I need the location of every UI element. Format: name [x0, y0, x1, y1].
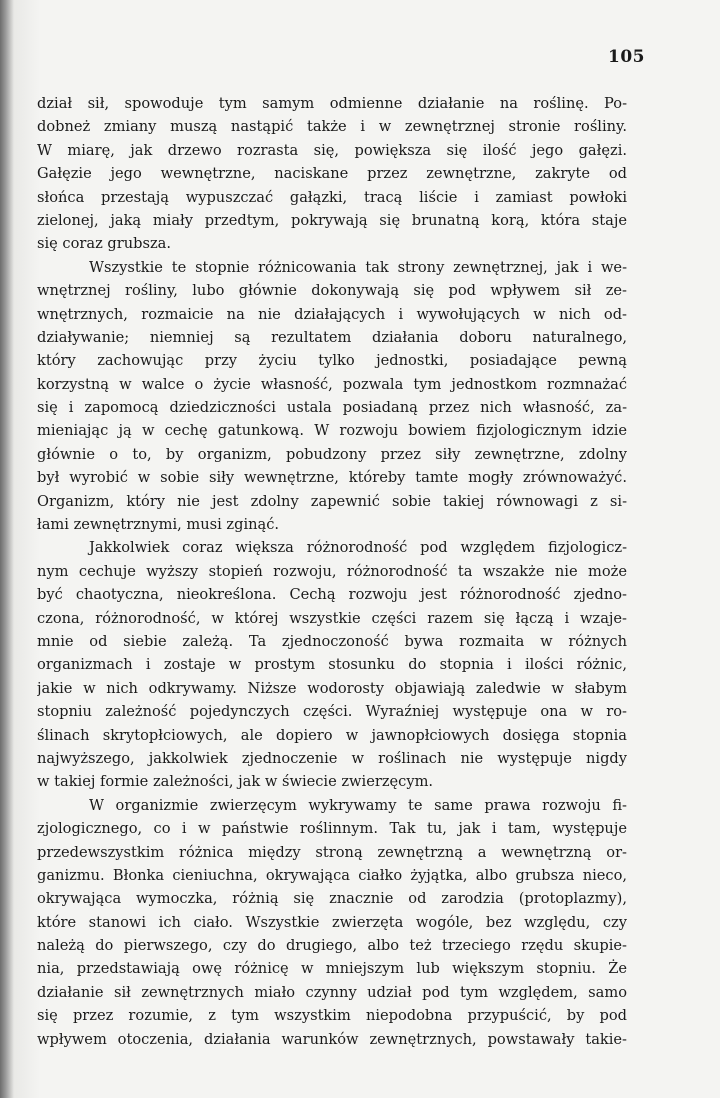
text-line: czona, różnorodność, w której wszystkie części razem się łączą i wzaje- — [37, 609, 627, 627]
text-line: mnie od siebie zależą. Ta zjednoczoność bywa rozmaita w różnych — [37, 632, 627, 650]
text-line: działanie sił zewnętrznych miało czynny udział pod tym względem, samo — [37, 983, 627, 1001]
text-line: W organizmie zwierzęcym wykrywamy te same prawa rozwoju fi- — [89, 796, 627, 814]
text-line: nia, przedstawiają owę różnicę w mniejszym lub większym stopniu. Że — [37, 960, 627, 978]
text-line: Wszystkie te stopnie różnicowania tak strony zewnętrznej, jak i we- — [89, 258, 627, 276]
text-line: nym cechuje wyższy stopień rozwoju, różnorodność ta wszakże nie może — [37, 562, 627, 580]
text-line: zjologicznego, co i w państwie roślinnym. Tak tu, jak i tam, występuje — [37, 820, 627, 838]
text-line: głównie o to, by organizm, pobudzony przez siły zewnętrzne, zdolny — [37, 445, 627, 463]
text-line: był wyrobić w sobie siły wewnętrzne, któreby tamte mogły zrównoważyć. — [37, 469, 627, 487]
text-line: się coraz grubsza. — [37, 235, 171, 253]
text-line: Gałęzie jego wewnętrzne, naciskane przez zewnętrzne, zakryte od — [37, 165, 627, 183]
text-line: korzystną w walce o życie własność, pozwala tym jednostkom rozmnażać — [37, 375, 627, 393]
text-line: dobneż zmiany muszą nastąpić także i w zewnętrznej stronie rośliny. — [37, 118, 627, 136]
text-line: które stanowi ich ciało. Wszystkie zwierzęta wogóle, bez względu, czy — [37, 913, 627, 931]
text-line: stopniu zależność pojedynczych części. Wyraźniej występuje ona w ro- — [37, 703, 627, 721]
text-line: się przez rozumie, z tym wszystkim niepodobna przypuścić, by pod — [37, 1007, 627, 1025]
text-line: w takiej formie zależności, jak w świecie zwierzęcym. — [37, 773, 434, 791]
text-line: wpływem otoczenia, działania warunków zewnętrznych, powstawały takie- — [37, 1030, 627, 1048]
text-line: W miarę, jak drzewo rozrasta się, powiększa się ilość jego gałęzi. — [37, 141, 627, 159]
text-line: należą do pierwszego, czy do drugiego, albo też trzeciego rzędu skupie- — [37, 937, 627, 955]
text-line: wnętrznych, rozmaicie na nie działających i wywołujących w nich od- — [37, 305, 627, 323]
text-line: łami zewnętrznymi, musi zginąć. — [37, 516, 280, 534]
text-line: zielonej, jaką miały przedtym, pokrywają się brunatną korą, która staje — [37, 211, 627, 229]
text-line: dział sił, spowoduje tym samym odmienne działanie na roślinę. Po- — [37, 95, 627, 112]
text-line: ganizmu. Błonka cieniuchna, okrywająca ciałko żyjątka, albo grubsza nieco, — [37, 866, 627, 884]
text-line: Jakkolwiek coraz większa różnorodność pod względem fizjologicz- — [89, 539, 627, 557]
text-line: który zachowując przy życiu tylko jednostki, posiadające pewną — [37, 352, 627, 370]
text-line: słońca przestają wypuszczać gałązki, tracą liście i zamiast powłoki — [37, 188, 627, 206]
text-line: Organizm, który nie jest zdolny zapewnić sobie takiej równowagi z si- — [37, 492, 627, 510]
text-line: być chaotyczna, nieokreślona. Cechą rozwoju jest różnorodność zjedno- — [37, 586, 627, 604]
body-text — [37, 92, 627, 1051]
text-line: organizmach i zostaje w prostym stosunku do stopnia i ilości różnic, — [37, 656, 627, 674]
text-line: mieniając ją w cechę gatunkową. W rozwoju bowiem fizjologicznym idzie — [37, 422, 627, 440]
page-number: 105 — [608, 47, 645, 67]
text-line: działywanie; niemniej są rezultatem działania doboru naturalnego, — [37, 328, 627, 346]
text-line: się i zapomocą dziedziczności ustala posiadaną przez nich własność, za- — [37, 399, 627, 417]
text-line: ślinach skrytopłciowych, ale dopiero w jawnopłciowych dosięga stopnia — [37, 726, 627, 744]
text-line: najwyższego, jakkolwiek zjednoczenie w roślinach nie występuje nigdy — [37, 749, 627, 767]
text-line: przedewszystkim różnica między stroną zewnętrzną a wewnętrzną or- — [37, 843, 627, 861]
text-line: jakie w nich odkrywamy. Niższe wodorosty objawiają zaledwie w słabym — [37, 679, 627, 697]
text-line: wnętrznej rośliny, lubo głównie dokonywają się pod wpływem sił ze- — [37, 282, 627, 300]
text-line: okrywająca wymoczka, różnią się znacznie od zarodzia (protoplazmy), — [37, 890, 627, 908]
